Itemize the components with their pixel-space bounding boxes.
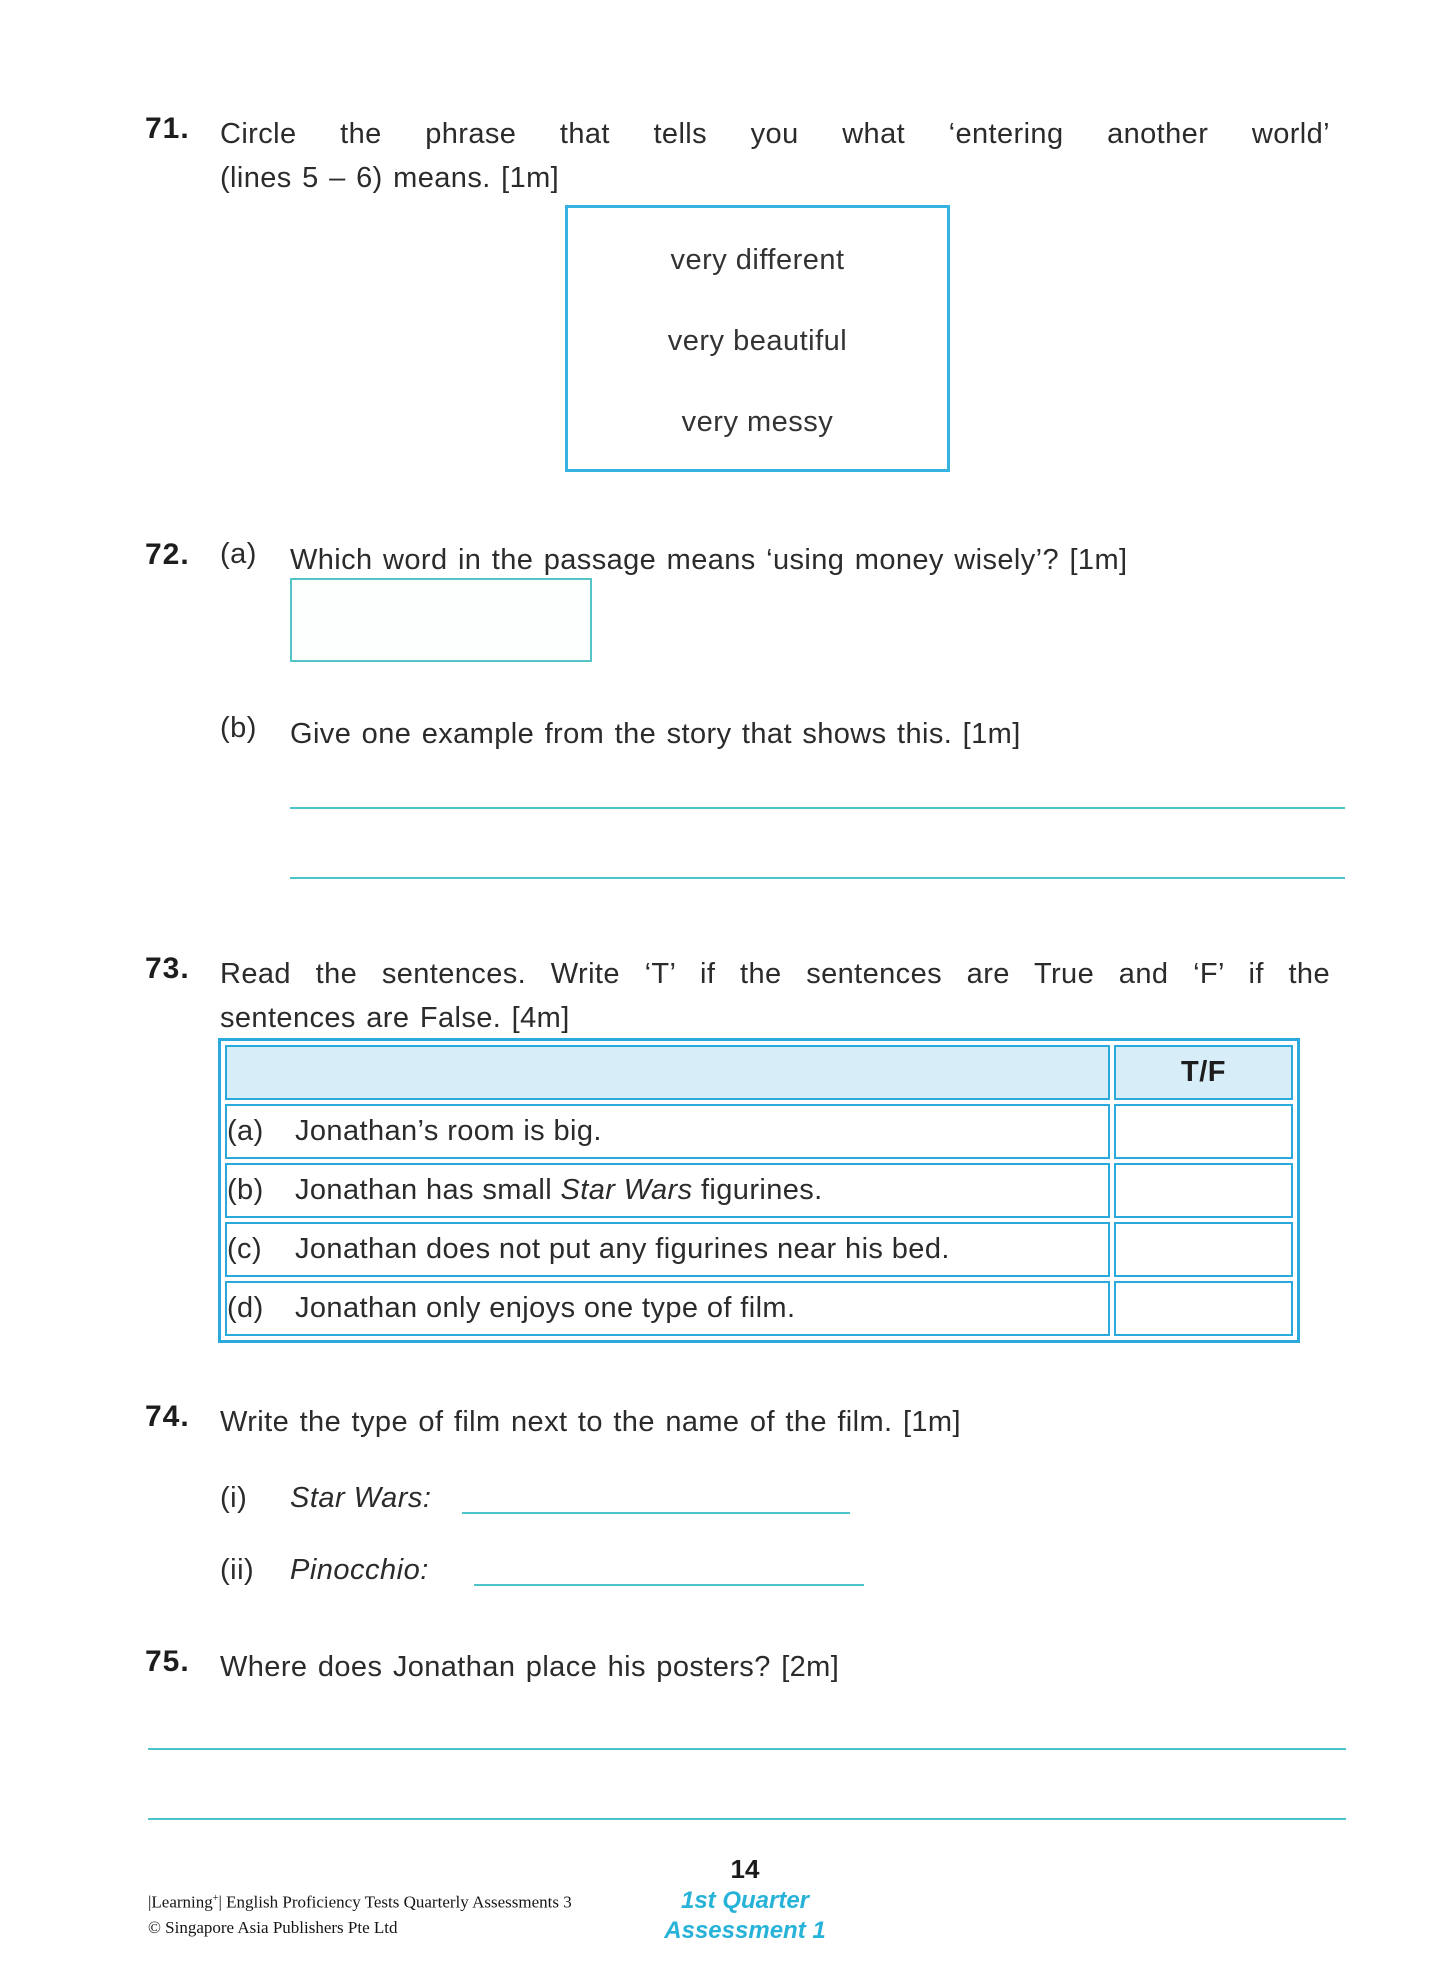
tf-answer-cell[interactable]	[1114, 1104, 1293, 1159]
film-answer-line[interactable]	[474, 1584, 864, 1586]
question-text	[220, 952, 1330, 1040]
table-row	[225, 1163, 1293, 1218]
option-phrase[interactable]: very beautiful	[667, 325, 848, 357]
page-number: 14	[730, 1854, 760, 1884]
option-phrase[interactable]: very different	[670, 244, 845, 276]
question-73	[145, 952, 1330, 1040]
question-text: Where does Jonathan place his posters? [2m]	[220, 1651, 840, 1683]
row-label: (c)	[227, 1233, 263, 1265]
question-text-line: sentences are False. [4m]	[220, 1002, 570, 1034]
tf-header-cell: T/F	[1114, 1045, 1293, 1100]
footer-quarter: 1st Quarter	[680, 1887, 810, 1914]
statement-cell	[225, 1281, 1110, 1336]
question-number: 73.	[145, 952, 190, 985]
true-false-table	[218, 1038, 1300, 1343]
question-number: 72.	[145, 538, 190, 571]
answer-line[interactable]	[148, 1748, 1346, 1750]
film-answer-line[interactable]	[462, 1512, 850, 1514]
film-name: Star Wars:	[290, 1482, 432, 1514]
footer-imprint-line1: |Learning+| English Proficiency Tests Quarterly Assessments 3	[148, 1892, 572, 1912]
question-text: Give one example from the story that shows this. [1m]	[290, 718, 1021, 750]
question-74	[145, 1400, 1330, 1444]
question-text	[220, 112, 1330, 200]
statement-text: Jonathan only enjoys one type of film.	[295, 1292, 796, 1324]
row-label: (d)	[227, 1292, 264, 1324]
question-72a	[145, 538, 1345, 582]
table-row	[225, 1104, 1293, 1159]
table-header-row	[225, 1045, 1293, 1100]
answer-line[interactable]	[290, 877, 1345, 879]
question-71	[145, 112, 1330, 200]
table-row	[225, 1281, 1293, 1336]
question-75	[145, 1645, 1330, 1689]
statement-header-cell	[225, 1045, 1110, 1100]
answer-line[interactable]	[148, 1818, 1346, 1820]
tf-answer-cell[interactable]	[1114, 1222, 1293, 1277]
question-text-line: (lines 5 – 6) means. [1m]	[220, 162, 560, 194]
tf-answer-cell[interactable]	[1114, 1163, 1293, 1218]
statement-text: Jonathan does not put any figurines near his bed.	[295, 1233, 950, 1265]
film-item-ii	[220, 1554, 429, 1587]
question-text: Which word in the passage means ‘using money wisely’? [1m]	[290, 544, 1128, 576]
statement-text: Jonathan has small Star Wars figurines.	[295, 1174, 823, 1206]
footer-imprint-line2: © Singapore Asia Publishers Pte Ltd	[148, 1917, 398, 1937]
question-text-line: Read the sentences. Write ‘T’ if the sentences are True and ‘F’ if the	[220, 958, 1330, 990]
question-number: 75.	[145, 1645, 190, 1678]
answer-box[interactable]	[290, 578, 592, 662]
sub-item-label: (a)	[220, 538, 257, 570]
question-text-line: Circle the phrase that tells you what ‘entering another world’	[220, 118, 1330, 150]
footer-imprint	[148, 1886, 572, 1940]
phrase-options-box	[565, 205, 950, 472]
question-text: Write the type of film next to the name of the film. [1m]	[220, 1406, 961, 1438]
statement-cell	[225, 1163, 1110, 1218]
sub-item-label: (i)	[220, 1482, 248, 1514]
sub-item-label: (ii)	[220, 1554, 255, 1586]
tf-answer-cell[interactable]	[1114, 1281, 1293, 1336]
question-72b	[220, 712, 1345, 756]
answer-line[interactable]	[290, 807, 1345, 809]
film-item-i	[220, 1482, 431, 1515]
film-name: Pinocchio:	[290, 1554, 429, 1586]
footer-assessment-label	[595, 1886, 895, 1946]
row-label: (b)	[227, 1174, 264, 1206]
statement-text: Jonathan’s room is big.	[295, 1115, 602, 1147]
row-label: (a)	[227, 1115, 264, 1147]
footer-assessment: Assessment 1	[664, 1917, 826, 1944]
question-number: 71.	[145, 112, 190, 145]
option-phrase[interactable]: very messy	[681, 406, 834, 438]
statement-cell	[225, 1222, 1110, 1277]
statement-cell	[225, 1104, 1110, 1159]
table-row	[225, 1222, 1293, 1277]
question-number: 74.	[145, 1400, 190, 1433]
sub-item-label: (b)	[220, 712, 257, 744]
